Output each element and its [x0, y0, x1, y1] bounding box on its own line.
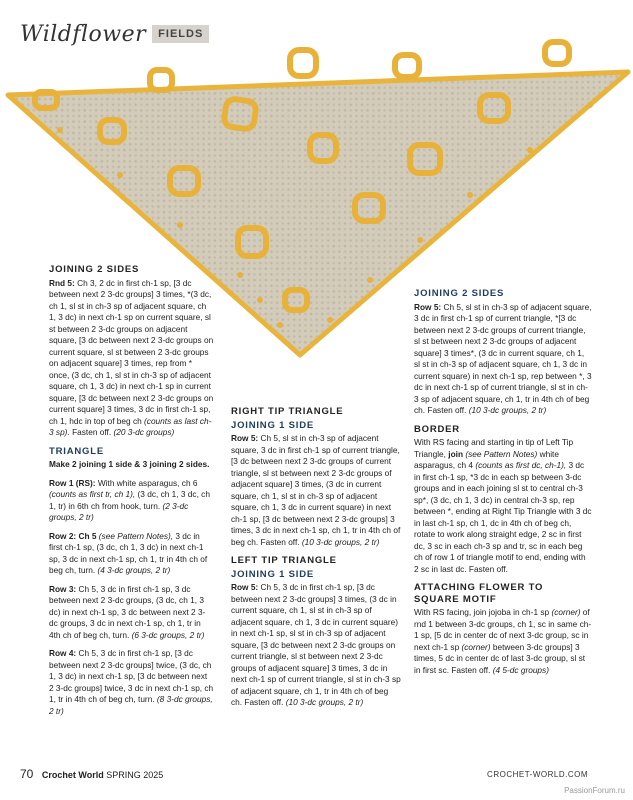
border-instructions: With RS facing and starting in tip of Left Tip Triangle, join (see Pattern Notes) white asparagus, ch 4 (counts as first dc, ch-1), 3 dc in first ch-1 sp, *3 dc in each sp between 3-dc groups and in each joining sl st to central ch-3 sp*, (3 dc, ch 1, 3 dc) in central ch-3 sp, rep between *, ending at Right Tip Triangle with 3 dc in last ch-1 sp, ch 1, dc in 4th ch of beg ch, rotate to work along straight edge, 2 sc in first dc, 3 sc in each ch-3 sp and tr, sc in each beg ch of row 1 of triangle motif to end, ending with 2 sc in last dc. Fasten off. [414, 437, 592, 574]
row1-instructions: Row 1 (RS): With white asparagus, ch 6 (counts as first tr, ch 1), (3 dc, ch 1, 3 dc, ch 1, tr) in 6th ch from hook, turn. (2 3-dc groups, 2 tr) [49, 477, 210, 522]
triangle-heading: TRIANGLE [49, 445, 104, 457]
page-number: 70 [20, 767, 34, 781]
rnd5-instructions: Rnd 5: Ch 3, 2 dc in first ch-1 sp, [3 dc between next 2 3-dc groups] 3 times, *(3 dc, ch 1, sl st in ch-3 sp of adjacent square, ch 1, 3 dc) in next ch-1 sp on current square, sl st between 2 3-dc groups on adjacent square, [3 dc between next 2 3-dc groups on current square, sl st between 2 3-dc groups on adjacent square] 3 times, rep from * once, (3 dc, ch 1, sl st in ch-3 sp of adjacent square, ch 1, 3 dc) in next ch-1 sp in current square, [3 dc between next 2 3-dc groups on current square] 3 times, 3 dc in first ch-1 sp, ch 1, hdc in top of beg ch (counts as last ch-3 sp). Fasten off. (20 3-dc groups) [49, 277, 214, 437]
website-label: CROCHET-WORLD.COM [487, 770, 588, 779]
joining-2-sides-heading: JOINING 2 SIDES [49, 264, 140, 275]
left-tip-row5: Row 5: Ch 5, 3 dc in first ch-1 sp, [3 dc between next 2 3-dc groups] 3 times, (3 dc in current square, ch 1, sl st in ch-3 sp of adjacent square, ch 1, 3 dc in current square) in next ch-1 sp, sl st in ch-3 sp of adjacent square, [3 dc between next 2 3-dc groups on current triangle, sl st between next 2 3-dc groups of adjacent square] 3 times, 3 dc in next ch-1 sp of current triangle, sl st in ch-3 sp of adjacent square, ch 1, tr in 4th ch of beg ch. Fasten off. (10 3-dc groups, 2 tr) [231, 582, 401, 707]
watermark: PassionForum.ru [564, 786, 625, 795]
column-right [414, 288, 592, 683]
issue-label: SPRING 2025 [106, 770, 164, 780]
row4-instructions: Row 4: Ch 5, 3 dc in first ch-1 sp, [3 dc between next 2 3-dc groups] twice, (3 dc, ch 1, 3 dc) in next ch-1 sp, [3 dc between next 2 3-dc groups] twice, 3 dc in next ch-1 sp, ch 1, tr in 4th ch of beg ch, turn. (8 3-dc groups, 2 tr) [49, 648, 214, 716]
row3-instructions: Row 3: Ch 5, 3 dc in first ch-1 sp, 3 dc between next 2 3-dc groups, (3 dc, ch 1, 3 dc) in next ch-1 sp, 3 dc between next 2 3-dc groups, 3 dc in next ch-1 sp, ch 1, tr in 4th ch of beg ch, turn. (6 3-dc groups, 2 tr) [49, 583, 206, 640]
left-tip-heading: LEFT TIP TRIANGLE [231, 555, 337, 566]
joining-1-side-heading: JOINING 1 SIDE [231, 419, 314, 431]
joining-2-sides-heading-2: JOINING 2 SIDES [414, 288, 505, 299]
column-middle [231, 406, 401, 716]
triangle-intro: Make 2 joining 1 side & 3 joining 2 sides. [49, 459, 210, 469]
column-left [49, 264, 214, 724]
attaching-flower-instructions: With RS facing, join jojoba in ch-1 sp (corner) of rnd 1 between 3-dc groups, ch 1, sc in same ch-1 sp, [5 dc in center dc of next 3-dc group, sc in next ch-1 sp (corner) between 3-dc groups] 3 times, 5 dc in center dc of last 3-dc group, sl st in first sc. Fasten off. (4 5-dc groups) [414, 607, 592, 675]
right-tip-heading: RIGHT TIP TRIANGLE [231, 406, 344, 417]
page-footer [20, 767, 163, 781]
fields-label: FIELDS [152, 25, 209, 43]
border-heading: BORDER [414, 423, 460, 435]
magazine-name: Crochet World [41, 770, 104, 780]
row2-instructions: Row 2: Ch 5 (see Pattern Notes), 3 dc in first ch-1 sp, (3 dc, ch 1, 3 dc) in next ch-1 sp, 3 dc in next ch-1 sp, ch 1, tr in 4th ch of beg ch, turn. (4 3-dc groups, 2 tr) [49, 530, 208, 575]
joining-2-row5: Row 5: Ch 5, sl st in ch-3 sp of adjacent square, 3 dc in first ch-1 sp of current triangle, *[3 dc between next 2 3-dc groups of current triangle, sl st between next 2 3-dc groups of adjacent square] 3 times*, (3 dc in current square, ch 1, sl st in ch-3 sp of adjacent square, ch 1, 3 dc in current square) in next ch-1 sp, rep between *, 3 dc in next ch-1 sp of current triangle, sl st in ch-3 sp of adjacent square, ch 1, tr in 4th ch of beg ch. Fasten off. (10 3-dc groups, 2 tr) [414, 301, 592, 415]
right-tip-row5: Row 5: Ch 5, sl st in ch-3 sp of adjacent square, 3 dc in first ch-1 sp of current triangle, [3 dc between next 2 3-dc groups of current triangle, sl st between next 2 3-dc groups of adjacent square] 3 times, (3 dc in current square, ch 1, sl st in ch-3 sp of adjacent square, ch 1, 3 dc in current square) in next ch-1 sp, [3 dc between next 2 3-dc groups] 3 times, 3 dc in next ch-1 sp, ch 1, tr in 4th ch of beg ch. Fasten off. (10 3-dc groups, 2 tr) [231, 433, 401, 547]
attaching-flower-heading: ATTACHING FLOWER TO SQUARE MOTIF [414, 582, 544, 605]
joining-1-side-heading-2: JOINING 1 SIDE [231, 568, 314, 580]
wildflower-title: Wildflower [20, 21, 147, 47]
